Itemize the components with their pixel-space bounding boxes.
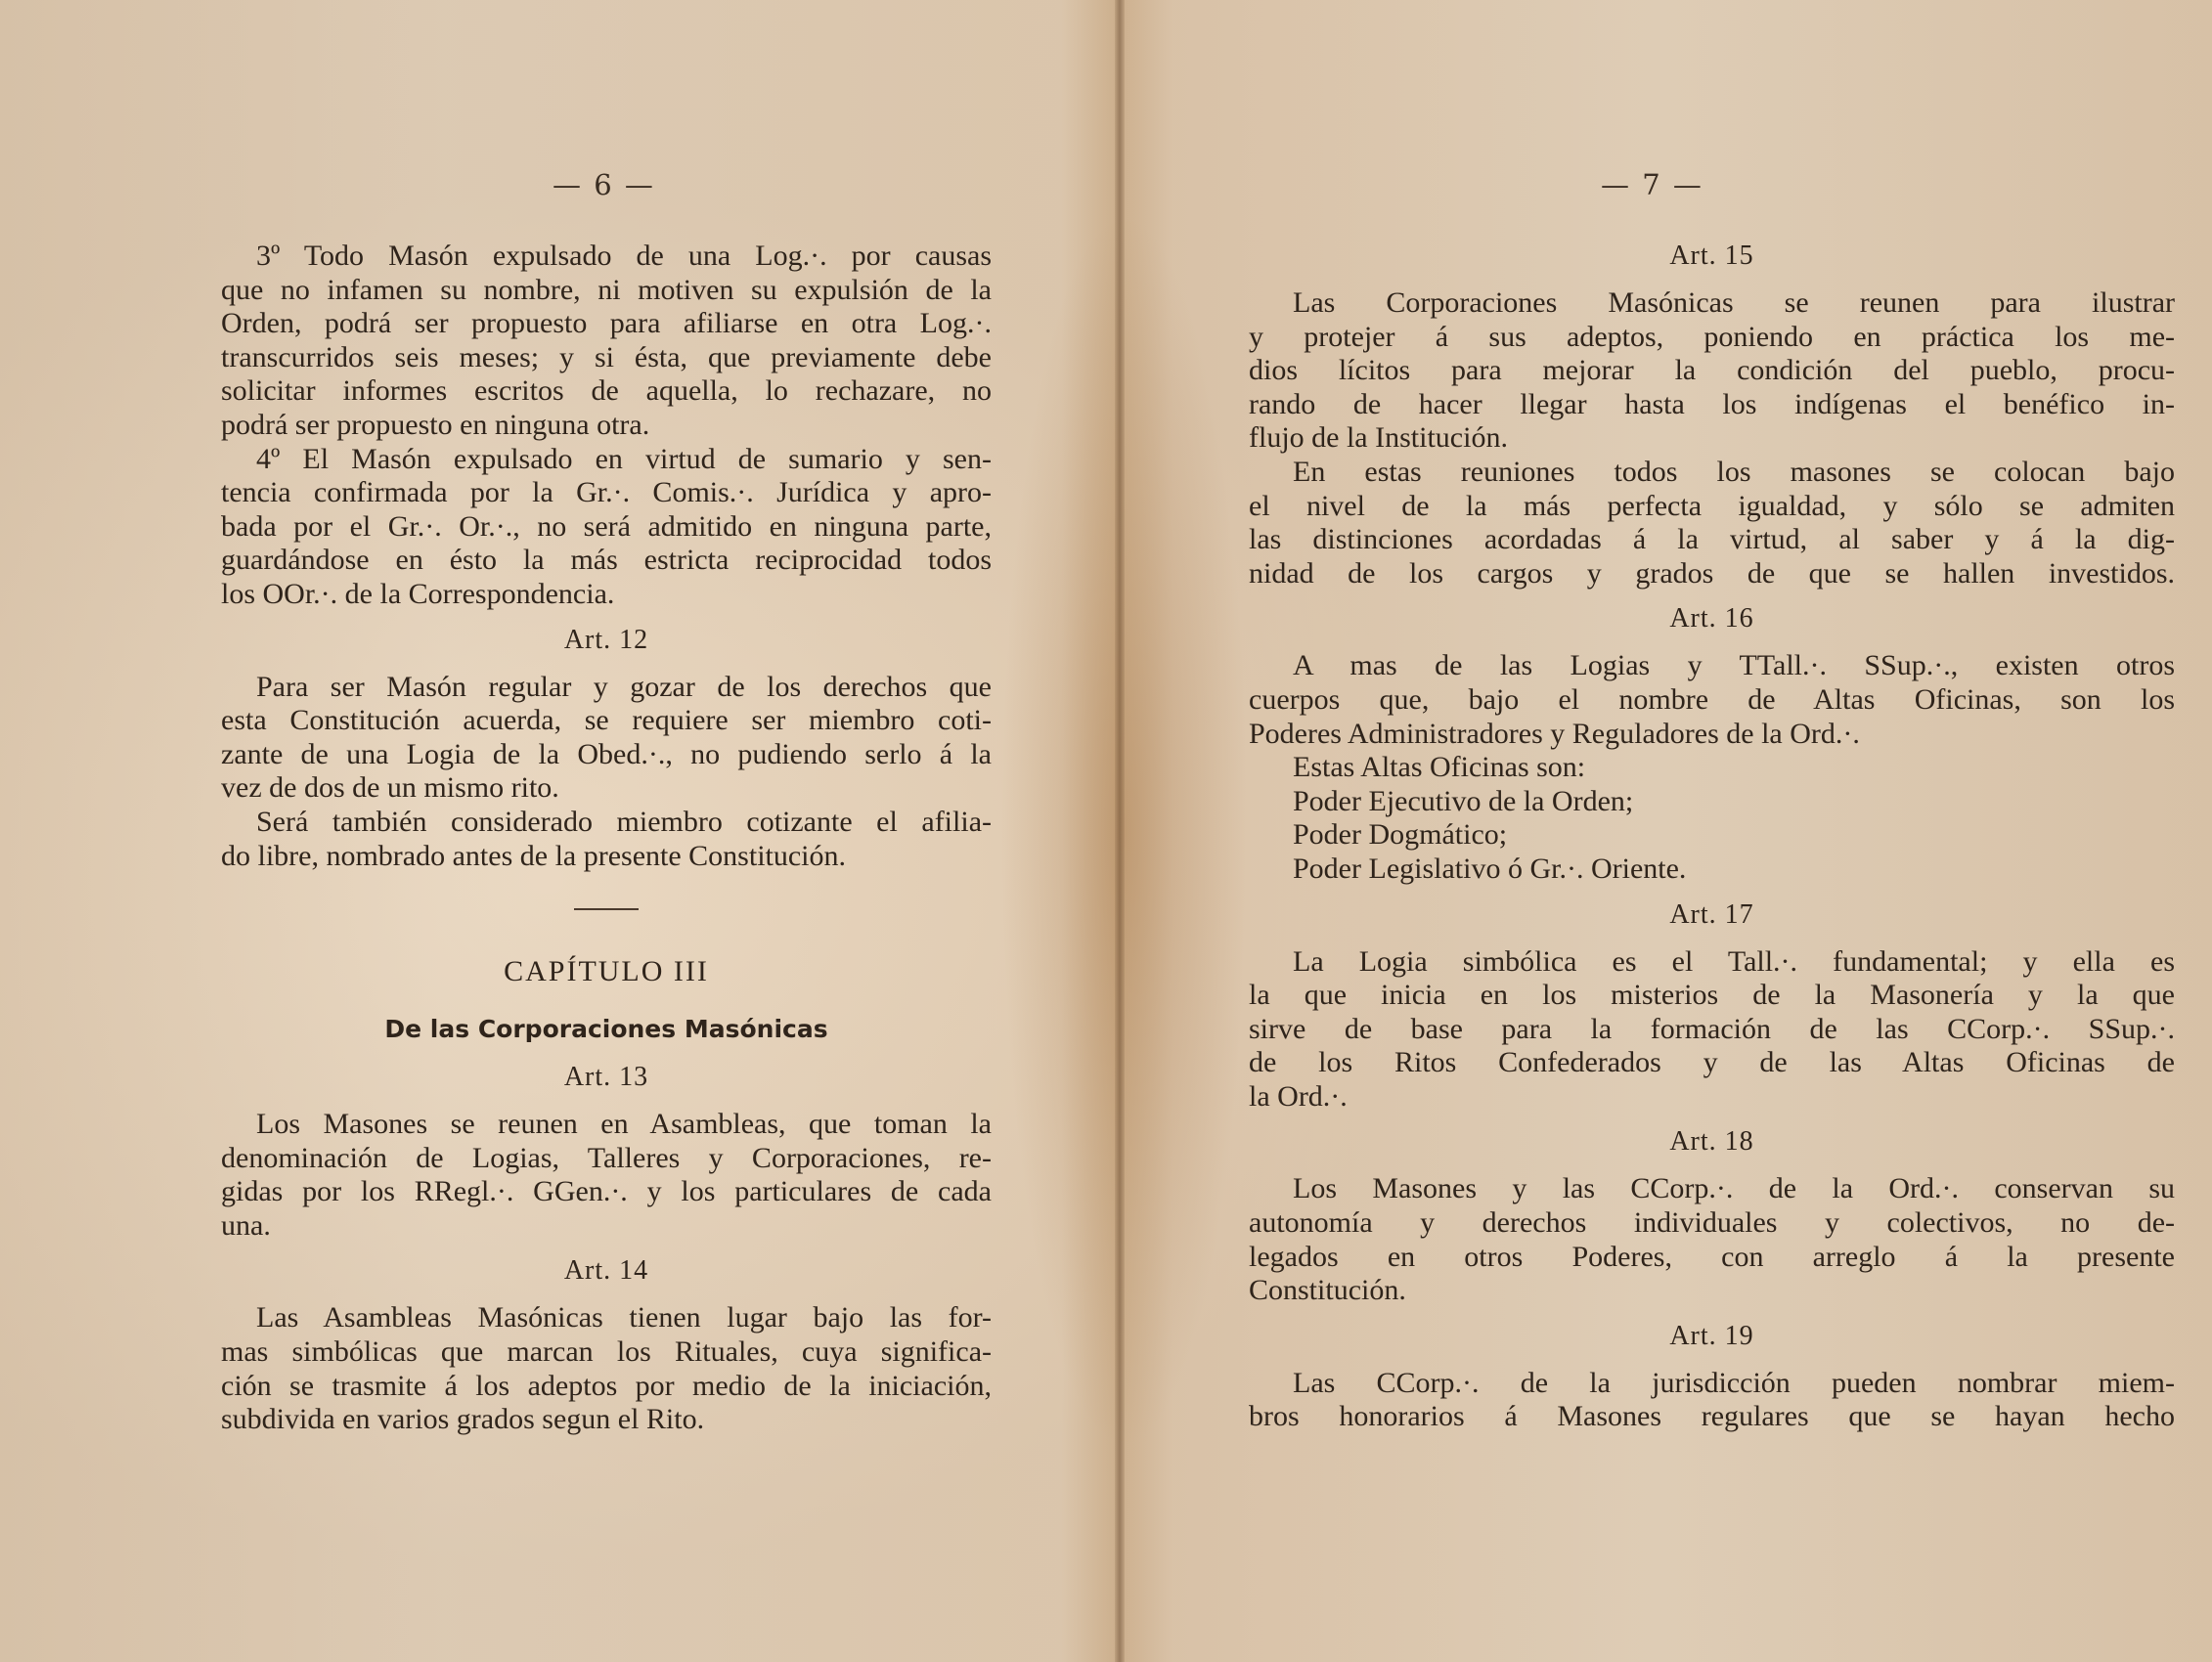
text-line: A mas de las Logias y TTall.·. SSup.·., existen otros xyxy=(1293,649,2175,682)
text-line: tencia confirmada por la Gr.·. Comis.·. Jurídica y apro- xyxy=(221,476,992,509)
article-heading: Art. 13 xyxy=(563,1062,649,1093)
text-line: Poderes Administradores y Reguladores de la Ord.·. xyxy=(1249,717,1860,750)
text-line: subdivida en varios grados segun el Rito. xyxy=(221,1403,705,1436)
text-line: gidas por los RRegl.·. GGen.·. y los particulares de cada xyxy=(221,1175,992,1208)
text-line: Los Masones y las CCorp.·. de la Ord.·. conservan su xyxy=(1293,1172,2175,1205)
text-line: mas simbólicas que marcan los Rituales, cuya significa- xyxy=(221,1335,992,1369)
text-line: Constitución. xyxy=(1249,1274,1406,1307)
text-line: Para ser Masón regular y gozar de los derechos que xyxy=(256,670,992,703)
text-line: do libre, nombrado antes de la presente Constitución. xyxy=(221,839,847,872)
page-number-left: — 6 — xyxy=(553,168,655,201)
text-line: que no infamen su nombre, ni motiven su expulsión de la xyxy=(221,273,992,306)
article-heading: Art. 18 xyxy=(1669,1126,1754,1158)
text-line: guardándose en ésto la más estricta reciprocidad todos xyxy=(221,544,992,577)
text-line: las distinciones acordadas á la virtud, al saber y á la dig- xyxy=(1249,523,2175,556)
text-line: cuerpos que, bajo el nombre de Altas Oficinas, son los xyxy=(1249,682,2175,716)
section-divider xyxy=(574,908,639,910)
text-line: Orden, podrá ser propuesto para afiliarse en otra Log.·. xyxy=(221,307,992,340)
text-line: Las Corporaciones Masónicas se reunen para ilustrar xyxy=(1293,286,2175,319)
article-heading: Art. 15 xyxy=(1669,241,1754,271)
text-line: Poder Dogmático; xyxy=(1293,818,1508,852)
text-line: solicitar informes escritos de aquella, lo rechazare, no xyxy=(221,374,992,408)
text-line: dios lícitos para mejorar la condición del pueblo, procu- xyxy=(1249,354,2175,387)
text-line: esta Constitución acuerda, se requiere ser miembro coti- xyxy=(221,704,992,737)
text-line: autonomía y derechos individuales y colectivos, no de- xyxy=(1249,1206,2175,1240)
text-line: vez de dos de un mismo rito. xyxy=(221,771,559,805)
text-line: la Ord.·. xyxy=(1249,1079,1348,1113)
page-number-right: — 7 — xyxy=(1601,168,1703,201)
article-heading: Art. 16 xyxy=(1669,603,1754,634)
text-line: transcurridos seis meses; y si ésta, que previamente debe xyxy=(221,340,992,373)
text-line: la que inicia en los misterios de la Masonería y la que xyxy=(1249,979,2175,1012)
article-heading: Art. 17 xyxy=(1669,898,1754,930)
text-line: Será también considerado miembro cotizante el afilia- xyxy=(256,805,992,838)
text-line: de los Ritos Confederados y de las Altas Oficinas de xyxy=(1249,1046,2175,1079)
text-line: legados en otros Poderes, con arreglo á la presente xyxy=(1249,1240,2175,1273)
text-line: zante de una Logia de la Obed.·., no pudiendo serlo á la xyxy=(221,737,992,770)
article-heading: Art. 19 xyxy=(1669,1320,1754,1351)
article-heading: Art. 14 xyxy=(563,1255,649,1287)
text-line: bros honorarios á Masones regulares que se hayan hecho xyxy=(1249,1400,2175,1433)
text-line: 4º El Masón expulsado en virtud de sumario y sen- xyxy=(256,442,992,475)
text-line: y protejer á sus adeptos, poniendo en práctica los me- xyxy=(1249,320,2175,353)
text-line: denominación de Logias, Talleres y Corporaciones, re- xyxy=(221,1141,992,1174)
text-line: flujo de la Institución. xyxy=(1249,421,1508,455)
left-text-column xyxy=(221,240,992,1437)
text-line: Estas Altas Oficinas son: xyxy=(1293,751,1586,784)
text-line: nidad de los cargos y grados de que se hallen investidos. xyxy=(1249,556,2175,590)
text-line: Las Asambleas Masónicas tienen lugar bajo las for- xyxy=(256,1301,992,1334)
text-line: podrá ser propuesto en ninguna otra. xyxy=(221,408,650,441)
right-page xyxy=(1125,0,2212,1662)
text-line: En estas reuniones todos los masones se colocan bajo xyxy=(1293,455,2175,488)
text-line: La Logia simbólica es el Tall.·. fundamental; y ella es xyxy=(1293,944,2175,978)
text-line: Poder Legislativo ó Gr.·. Oriente. xyxy=(1293,852,1687,885)
text-line: rando de hacer llegar hasta los indígenas el benéfico in- xyxy=(1249,387,2175,420)
text-line: el nivel de la más perfecta igualdad, y sólo se admiten xyxy=(1249,489,2175,522)
book-gutter xyxy=(1115,0,1125,1662)
text-line: sirve de base para la formación de las CCorp.·. SSup.·. xyxy=(1249,1012,2175,1045)
chapter-title: CAPÍTULO III xyxy=(504,955,709,988)
text-line: Los Masones se reunen en Asambleas, que toman la xyxy=(256,1108,992,1141)
text-line: los OOr.·. de la Correspondencia. xyxy=(221,577,615,610)
text-line: una. xyxy=(221,1208,271,1242)
text-line: Poder Ejecutivo de la Orden; xyxy=(1293,784,1634,817)
text-line: Las CCorp.·. de la jurisdicción pueden nombrar miem- xyxy=(1293,1366,2175,1399)
text-line: ción se trasmite á los adeptos por medio de la iniciación, xyxy=(221,1369,992,1402)
text-line: 3º Todo Masón expulsado de una Log.·. por causas xyxy=(256,240,992,272)
article-heading: Art. 12 xyxy=(563,624,649,655)
chapter-subtitle: De las Corporaciones Masónicas xyxy=(384,1015,828,1044)
right-text-column xyxy=(1249,240,2175,1434)
text-line: bada por el Gr.·. Or.·., no será admitido en ninguna parte, xyxy=(221,509,992,543)
